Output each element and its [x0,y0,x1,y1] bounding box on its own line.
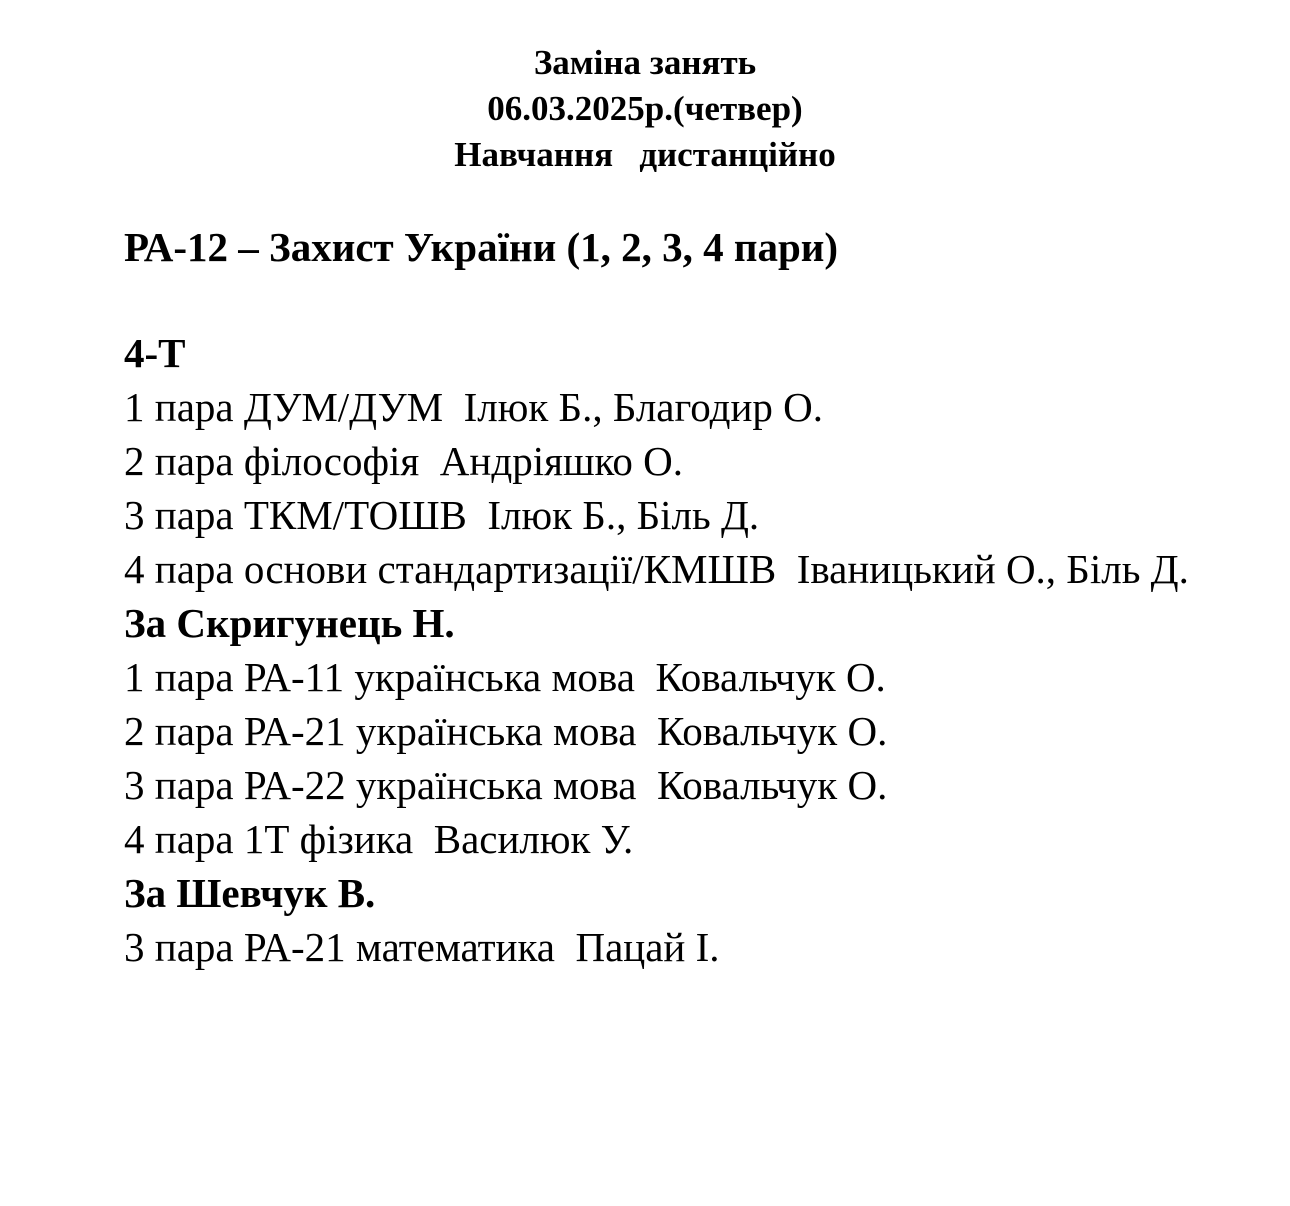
section-heading: 4-Т [124,330,186,376]
schedule-sections [124,326,1244,974]
section-heading: За Скригунець Н. [124,600,455,646]
document-header [0,40,1290,178]
schedule-line: 2 пара РА-21 українська мова Ковальчук О. [124,708,888,754]
document-body [124,220,1244,974]
study-mode: Навчання дистанційно [454,135,836,174]
schedule-line: 1 пара РА-11 українська мова Ковальчук О. [124,654,886,700]
document-title: Заміна занять [533,43,757,82]
schedule-line: 4 пара основи стандартизації/КМШВ Іваницький О., Біль Д. [124,546,1189,592]
schedule-line: 4 пара 1Т фізика Василюк У. [124,816,634,862]
schedule-line: 3 пара РА-22 українська мова Ковальчук О. [124,762,888,808]
group-announcement: РА-12 – Захист України (1, 2, 3, 4 пари) [124,224,839,270]
schedule-line: 2 пара філософія Андріяшко О. [124,438,683,484]
schedule-line: 3 пара РА-21 математика Пацай І. [124,924,720,970]
document-date: 06.03.2025р.(четвер) [487,89,803,128]
schedule-line: 1 пара ДУМ/ДУМ Ілюк Б., Благодир О. [124,384,824,430]
schedule-line: 3 пара ТКМ/ТОШВ Ілюк Б., Біль Д. [124,492,760,538]
section-heading: За Шевчук В. [124,870,376,916]
